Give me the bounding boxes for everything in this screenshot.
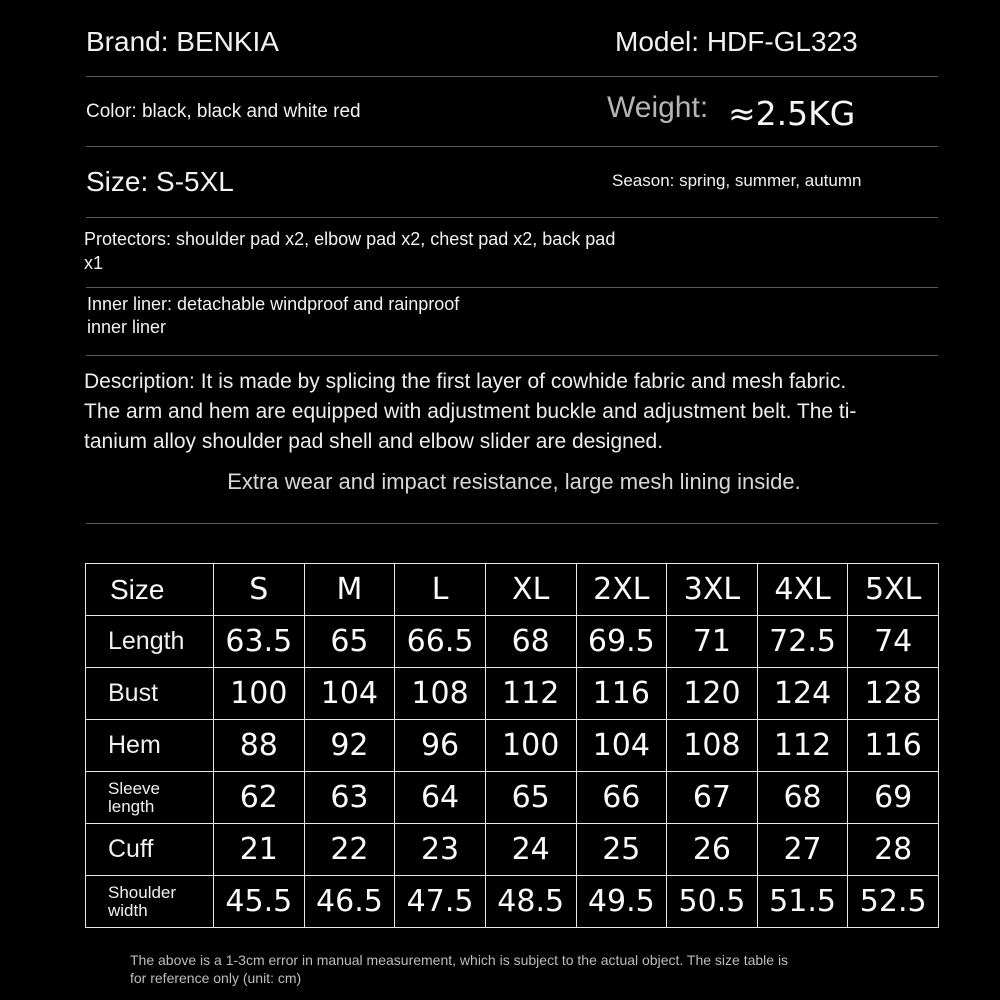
- weight-label: Weight:: [607, 91, 709, 124]
- measurement-value: 72.5: [757, 616, 848, 668]
- measurement-value: 128: [848, 668, 939, 720]
- measurement-value: 46.5: [304, 876, 395, 928]
- measurement-value: 65: [485, 772, 576, 824]
- measurement-row: [86, 876, 939, 928]
- measurement-value: 51.5: [757, 876, 848, 928]
- size-column-header: 3XL: [667, 564, 758, 616]
- measurement-value: 112: [485, 668, 576, 720]
- size-chart-table: [85, 563, 939, 928]
- description-paragraph: [84, 367, 946, 457]
- divider: [86, 523, 938, 524]
- measurement-value: 69.5: [576, 616, 667, 668]
- measurement-value: 96: [395, 720, 486, 772]
- measurement-value: 50.5: [667, 876, 758, 928]
- measurement-value: 66: [576, 772, 667, 824]
- measurement-label-line: Bust: [108, 679, 159, 707]
- color-text: Color: black, black and white red: [86, 101, 361, 122]
- measurement-label-line: width: [108, 900, 148, 920]
- season-text: Season: spring, summer, autumn: [612, 171, 862, 190]
- measurement-label-line: Cuff: [108, 835, 154, 863]
- description-line: Description: It is made by splicing the first layer of cowhide fabric and mesh fabric.: [84, 370, 847, 393]
- measurement-value: 116: [576, 668, 667, 720]
- measurement-value: 64: [395, 772, 486, 824]
- measurement-value: 67: [667, 772, 758, 824]
- footnote-line: for reference only (unit: cm): [130, 970, 302, 986]
- measurement-value: 63.5: [214, 616, 305, 668]
- measurement-value: 25: [576, 824, 667, 876]
- measurement-value: 49.5: [576, 876, 667, 928]
- size-header-row: [86, 564, 939, 616]
- measurement-value: 116: [848, 720, 939, 772]
- measurement-value: 108: [395, 668, 486, 720]
- footnote-line: The above is a 1-3cm error in manual measurement, which is subject to the actual object. The size table is: [130, 952, 789, 968]
- size-column-header: 5XL: [848, 564, 939, 616]
- measurement-value: 104: [576, 720, 667, 772]
- measurement-value: 45.5: [214, 876, 305, 928]
- measurement-value: 120: [667, 668, 758, 720]
- inner-liner-text-line2: inner liner: [87, 317, 167, 337]
- size-column-header: M: [304, 564, 395, 616]
- divider: [86, 146, 938, 147]
- measurement-value: 71: [667, 616, 758, 668]
- measurement-value: 112: [757, 720, 848, 772]
- measurement-label: [86, 876, 214, 928]
- measurement-value: 62: [214, 772, 305, 824]
- measurement-value: 68: [485, 616, 576, 668]
- measurement-value: 23: [395, 824, 486, 876]
- size-column-header: 2XL: [576, 564, 667, 616]
- measurement-value: 104: [304, 668, 395, 720]
- protectors-text-line2: x1: [84, 253, 104, 273]
- measurement-label-line: Shoulder: [108, 882, 177, 902]
- brand-text: Brand: BENKIA: [86, 26, 279, 57]
- measurement-value: 100: [485, 720, 576, 772]
- measurement-label-line: Hem: [108, 731, 161, 759]
- measurement-value: 63: [304, 772, 395, 824]
- measurement-value: 26: [667, 824, 758, 876]
- divider: [86, 217, 938, 218]
- measurement-value: 92: [304, 720, 395, 772]
- measurement-value: 27: [757, 824, 848, 876]
- measurement-value: 52.5: [848, 876, 939, 928]
- measurement-row: [86, 720, 939, 772]
- measurement-value: 21: [214, 824, 305, 876]
- measurement-value: 48.5: [485, 876, 576, 928]
- description-line: tanium alloy shoulder pad shell and elbow slider are designed.: [84, 430, 664, 453]
- measurement-value: 66.5: [395, 616, 486, 668]
- measurement-value: 22: [304, 824, 395, 876]
- measurement-value: 108: [667, 720, 758, 772]
- measurement-label: [86, 824, 214, 876]
- measurement-row: [86, 668, 939, 720]
- measurement-label: [86, 720, 214, 772]
- inner-liner-text-line1: Inner liner: detachable windproof and rainproof: [87, 294, 460, 314]
- size-column-header: 4XL: [757, 564, 848, 616]
- size-column-header: L: [395, 564, 486, 616]
- feature-highlight: Extra wear and impact resistance, large mesh lining inside.: [227, 469, 801, 494]
- divider: [86, 355, 938, 356]
- size-range-text: Size: S-5XL: [86, 166, 234, 197]
- protectors-text-line1: Protectors: shoulder pad x2, elbow pad x2, chest pad x2, back pad: [84, 229, 616, 249]
- measurement-value: 68: [757, 772, 848, 824]
- measurement-label: [86, 668, 214, 720]
- measurement-value: 100: [214, 668, 305, 720]
- measurement-label: [86, 772, 214, 824]
- measurement-value: 47.5: [395, 876, 486, 928]
- measurement-row: [86, 772, 939, 824]
- measurement-value: 28: [848, 824, 939, 876]
- measurement-label-line: Sleeve: [108, 778, 160, 798]
- size-column-header: XL: [485, 564, 576, 616]
- divider: [86, 76, 938, 77]
- measurement-label: [86, 616, 214, 668]
- measurement-value: 88: [214, 720, 305, 772]
- measurement-row: [86, 616, 939, 668]
- measurement-label-line: length: [108, 796, 155, 816]
- size-column-header: S: [214, 564, 305, 616]
- divider: [86, 287, 938, 288]
- measurement-value: 124: [757, 668, 848, 720]
- measurement-row: [86, 824, 939, 876]
- measurement-footnote: [130, 951, 890, 987]
- description-line: The arm and hem are equipped with adjustment buckle and adjustment belt. The ti-: [84, 400, 857, 423]
- model-text: Model: HDF-GL323: [615, 26, 858, 57]
- measurement-value: 74: [848, 616, 939, 668]
- size-header-label: Size: [86, 564, 214, 616]
- measurement-value: 24: [485, 824, 576, 876]
- weight-value: ≈2.5KG: [728, 94, 856, 133]
- measurement-label-line: Length: [108, 627, 185, 655]
- measurement-value: 69: [848, 772, 939, 824]
- measurement-value: 65: [304, 616, 395, 668]
